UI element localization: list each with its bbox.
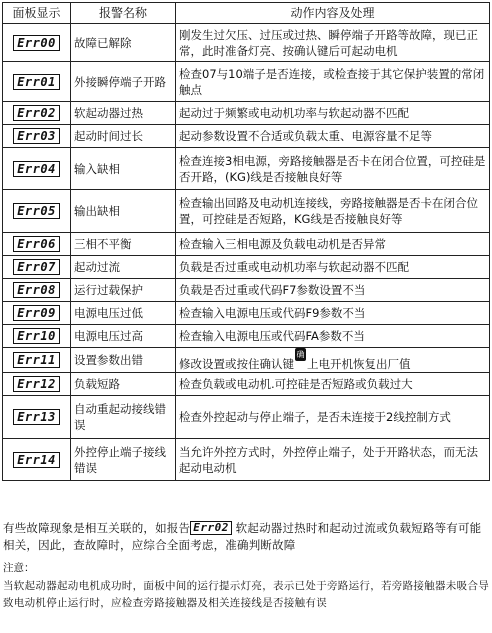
code-cell [3, 102, 71, 125]
lcd-code-display: Err13 [13, 409, 60, 425]
note-body: 当软起动器起动电机成功时，面板中间的运行提示灯亮，表示已处于旁路运行，若旁路接触器未吸合导致电动机停止运行时，应检查旁路接触器及相关连接线是否接触有误 [3, 580, 489, 609]
lcd-code-display: Err12 [13, 376, 60, 392]
alarm-name-cell: 起动时间过长 [71, 125, 176, 148]
alarm-name-cell: 故障已解除 [71, 24, 176, 62]
code-cell [3, 233, 71, 256]
code-cell [3, 396, 71, 439]
lcd-code-display: Err02 [13, 105, 60, 121]
code-cell [3, 148, 71, 190]
table-row [3, 148, 490, 190]
code-cell [3, 62, 71, 102]
table-row [3, 302, 490, 325]
lcd-code-display: Err06 [13, 236, 60, 252]
alarm-name-cell: 软起动器过热 [71, 102, 176, 125]
table-row [3, 373, 490, 396]
action-cell [176, 348, 490, 373]
lcd-code-display: Err10 [13, 328, 60, 344]
lcd-code-display: Err05 [13, 203, 60, 219]
lcd-code-display: Err04 [13, 161, 60, 177]
summary-text: 软起动器过热时和起动过流或负载短路等有可能相关，因此，查故障时，应综合全面考虑，准确判断故障 [3, 521, 482, 552]
alarm-name-cell: 电源电压过低 [71, 302, 176, 325]
action-cell: 检查输入电源电压或代码F9参数不当 [176, 302, 490, 325]
lcd-code-display: Err08 [13, 282, 60, 298]
lcd-code-display: Err02 [190, 521, 232, 535]
summary-text: 有些故障现象是相互关联的，如报告 [3, 521, 191, 535]
action-text: 上电开机恢复出厂值 [307, 357, 411, 371]
code-cell [3, 279, 71, 302]
action-text: 修改设置或按住确认键 [179, 357, 294, 371]
table-row [3, 256, 490, 279]
header-alarm-name: 报警名称 [71, 3, 176, 24]
header-action-handling: 动作内容及处理 [176, 3, 490, 24]
lcd-code-display: Err03 [13, 128, 60, 144]
code-cell [3, 24, 71, 62]
action-cell: 检查输入三相电源及负载电动机是否异常 [176, 233, 490, 256]
action-cell: 起动过于频繁或电动机功率与软起动器不匹配 [176, 102, 490, 125]
table-row [3, 233, 490, 256]
table-row [3, 125, 490, 148]
lcd-code-display: Err07 [13, 259, 60, 275]
table-row [3, 325, 490, 348]
table-row [3, 24, 490, 62]
action-cell: 检查连接3相电源，旁路接触器是否卡在闭合位置，可控硅是否开路，(KG)线是否接触良好等 [176, 148, 490, 190]
note-title: 注意： [3, 562, 35, 574]
action-cell: 起动参数设置不合适或负载太重、电源容量不足等 [176, 125, 490, 148]
alarm-name-cell: 设置参数出错 [71, 348, 176, 373]
lcd-code-display: Err11 [13, 352, 60, 368]
code-cell [3, 439, 71, 481]
header-panel-display: 面板显示 [3, 3, 71, 24]
action-cell: 负载是否过重或电动机功率与软起动器不匹配 [176, 256, 490, 279]
code-cell [3, 302, 71, 325]
table-row [3, 190, 490, 233]
code-cell [3, 373, 71, 396]
alarm-name-cell: 三相不平衡 [71, 233, 176, 256]
lcd-code-display: Err00 [13, 35, 60, 51]
action-cell: 刚发生过欠压、过压或过热、瞬停端子开路等故障，现已正常，此时准备灯亮、按确认键后可起动电机 [176, 24, 490, 62]
alarm-name-cell: 外接瞬停端子开路 [71, 62, 176, 102]
code-cell [3, 325, 71, 348]
alarm-name-cell: 运行过载保护 [71, 279, 176, 302]
action-cell: 检查负载或电动机.可控硅是否短路或负载过大 [176, 373, 490, 396]
table-row [3, 62, 490, 102]
alarm-name-cell: 负载短路 [71, 373, 176, 396]
lcd-code-display: Err14 [13, 452, 60, 468]
code-cell [3, 348, 71, 373]
summary-paragraph [3, 520, 489, 554]
confirm-key-icon: 确认 [296, 350, 305, 372]
code-cell [3, 190, 71, 233]
table-row [3, 439, 490, 481]
code-cell [3, 125, 71, 148]
alarm-name-cell: 自动重起动接线错误 [71, 396, 176, 439]
lcd-code-display: Err01 [13, 74, 60, 90]
alarm-name-cell: 外控停止端子接线错误 [71, 439, 176, 481]
table-row [3, 279, 490, 302]
alarm-name-cell: 输出缺相 [71, 190, 176, 233]
action-cell: 检查输出回路及电动机连接线，旁路接触器是否卡在闭合位置，可控硅是否短路，KG线是否接触良好等 [176, 190, 490, 233]
action-cell: 检查外控起动与停止端子，是否未连接于2线控制方式 [176, 396, 490, 439]
table-row [3, 396, 490, 439]
action-cell: 检查输入电源电压或代码FA参数不当 [176, 325, 490, 348]
table-row [3, 348, 490, 373]
action-cell: 检查07与10端子是否连接，或检查接于其它保护装置的常闭触点 [176, 62, 490, 102]
fault-code-table [2, 2, 490, 481]
table-header-row [3, 3, 490, 24]
alarm-name-cell: 起动过流 [71, 256, 176, 279]
code-cell [3, 256, 71, 279]
alarm-name-cell: 输入缺相 [71, 148, 176, 190]
action-cell: 负载是否过重或代码F7参数设置不当 [176, 279, 490, 302]
table-row [3, 102, 490, 125]
alarm-name-cell: 电源电压过高 [71, 325, 176, 348]
action-cell: 当允许外控方式时，外控停止端子，处于开路状态，而无法起动电动机 [176, 439, 490, 481]
lcd-code-display: Err09 [13, 305, 60, 321]
